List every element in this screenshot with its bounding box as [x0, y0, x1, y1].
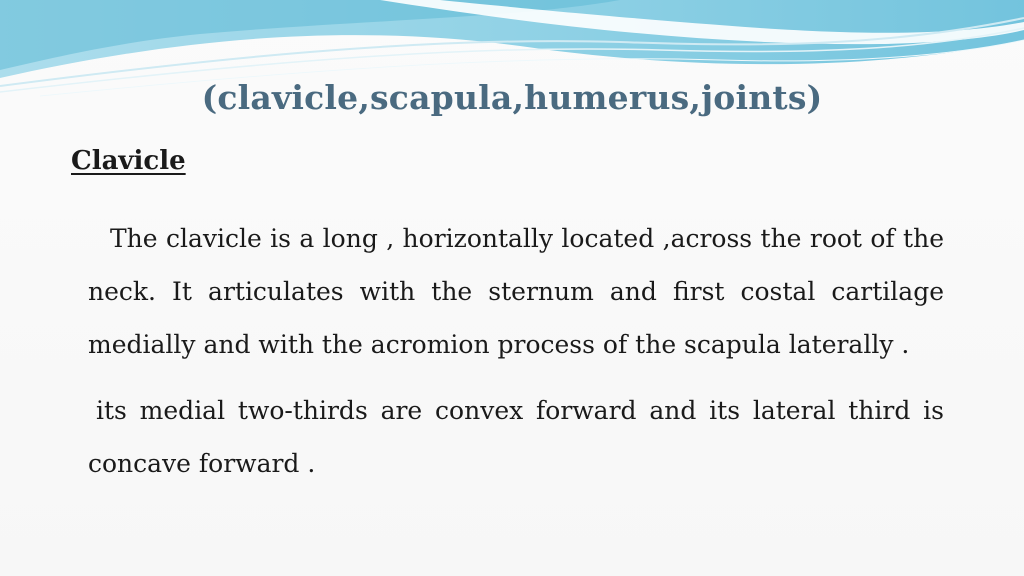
paragraph-clavicle-shape: its medial two-thirds are convex forward and its lateral third is concave forward .	[88, 396, 944, 478]
slide-title: (clavicle,scapula,humerus,joints)	[201, 78, 823, 117]
paragraph-clavicle-description: The clavicle is a long , horizontally located ,across the root of the neck. It articulates with the sternum and first costal cartilage medially and with the acromion process of the scapula laterally .	[88, 224, 944, 359]
section-heading: Clavicle	[71, 146, 186, 176]
